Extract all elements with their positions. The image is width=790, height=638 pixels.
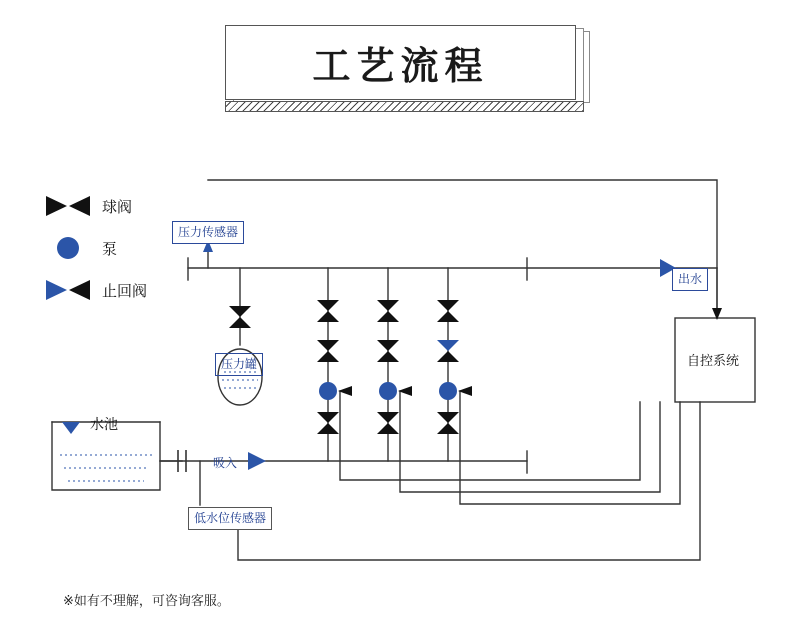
valve-train1-bottom xyxy=(317,412,339,434)
signal-pump2 xyxy=(400,391,660,492)
valve-train2-bottom xyxy=(377,412,399,434)
pump-train1 xyxy=(319,382,337,400)
inlet-arrow-icon xyxy=(248,452,266,470)
label-pressure-sensor: 压力传感器 xyxy=(172,221,244,244)
legend-label-ball-valve: 球阀 xyxy=(102,197,133,216)
page-title: 工艺流程 xyxy=(312,44,489,88)
valve-train3-bottom xyxy=(437,412,459,434)
line-top-feedback xyxy=(208,180,717,318)
signal-pump3 xyxy=(460,391,680,504)
valve-train1-top xyxy=(317,300,339,322)
valve-train3-top xyxy=(437,300,459,322)
pool-water-lines xyxy=(60,455,152,481)
label-pool: 水池 xyxy=(90,417,118,433)
pump-train3 xyxy=(439,382,457,400)
valve-train3-mid-check xyxy=(437,340,459,362)
label-pressure-tank: 压力罐 xyxy=(215,353,263,376)
pool-level-marker-icon xyxy=(62,422,80,434)
signal-pump1 xyxy=(340,391,640,480)
label-low-level-sensor: 低水位传感器 xyxy=(188,507,272,530)
valve-tank-branch xyxy=(229,306,251,328)
legend-label-check-valve: 止回阀 xyxy=(102,281,148,300)
signal-low-level xyxy=(238,402,700,560)
valve-train1-mid xyxy=(317,340,339,362)
footnote: ※如有不理解，可咨询客服。 xyxy=(63,594,230,609)
pump-train2 xyxy=(379,382,397,400)
valve-train2-mid xyxy=(377,340,399,362)
label-control-system: 自控系统 xyxy=(687,354,740,369)
legend-label-pump: 泵 xyxy=(102,239,118,258)
label-inlet: 吸入 xyxy=(213,456,238,470)
label-outlet: 出水 xyxy=(672,268,708,291)
valve-train2-top xyxy=(377,300,399,322)
